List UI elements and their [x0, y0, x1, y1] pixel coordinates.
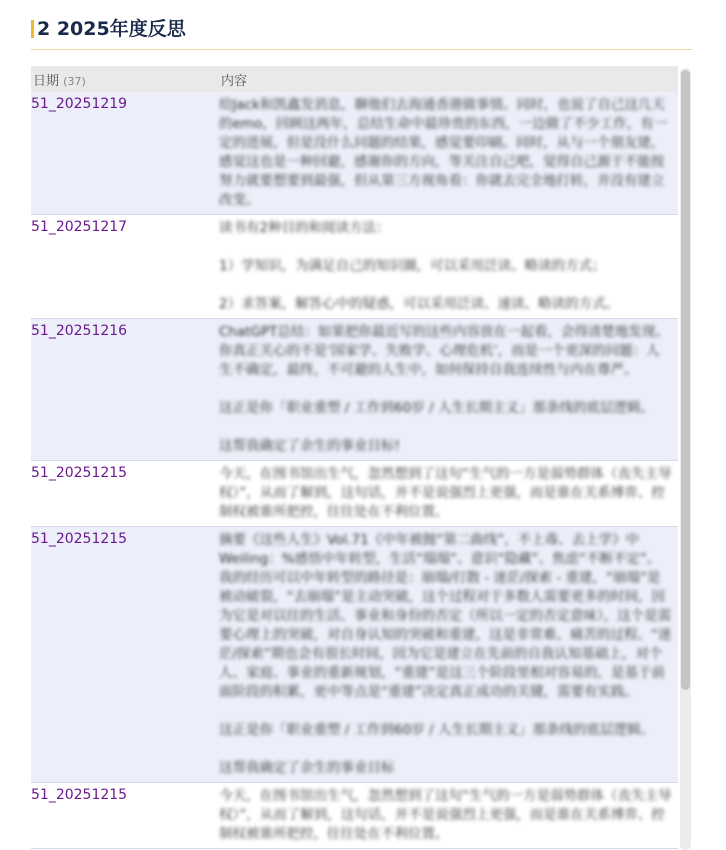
table-row[interactable]	[31, 461, 678, 527]
content-paragraph: 摘要《这些人生》Vol.71《中年被抛“第二曲线”，不上毒、去上学》中Weiling：%感悟中年转型，生活“塌塌”、意识“隐藏”、焦虑“不断不定”。我的经历可以中年转型的路径是：崩塌/打散 - 迷茫/探索 - 重建，“崩塌”是被动破裂，“去崩塌”是主动突破，这个过程对于多数人需要更多的时间，因为它是对以往的生活、事业和身份的否定（所以一定的否定意味），这个是需要心理上的突破，对自身认知的突破和重建，这是非常难、痛苦的过程。“迷茫/探索”期也会有很长时间，因为它是建立在先前的自我认知基础上，对个人、家庭、事业的重新规划，“重建”是这三个阶段里相对容易的，是基于前面阶段的积累，更中等点是“重建”决定真正成功的关键，需要有实践。	[219, 532, 672, 700]
row-date-link[interactable]: 51_20251217	[31, 219, 128, 235]
column-header-date[interactable]	[31, 70, 221, 89]
column-header-content[interactable]: 内容	[221, 73, 248, 89]
row-count: (37)	[63, 74, 86, 88]
column-date-label: 日期	[33, 73, 60, 89]
row-content	[219, 92, 678, 214]
row-date-link[interactable]: 51_20251215	[31, 465, 128, 481]
vertical-scrollbar[interactable]	[680, 68, 691, 850]
content-paragraph: 这帮我确定了余生的事业目标!	[219, 438, 400, 454]
paragraph-gap	[219, 380, 672, 399]
row-date-link[interactable]: 51_20251215	[31, 531, 128, 547]
row-date-link[interactable]: 51_20251215	[31, 787, 128, 803]
table-row[interactable]	[31, 527, 678, 783]
notes-table	[31, 66, 678, 849]
heading-divider	[31, 49, 692, 50]
paragraph-gap	[219, 238, 672, 257]
row-date-link[interactable]: 51_20251219	[31, 96, 128, 112]
row-content	[219, 319, 678, 460]
section-title: 2 2025年度反思	[37, 18, 186, 40]
paragraph-gap	[219, 702, 672, 721]
content-paragraph: ChatGPT总结：如果把你最近写的这些内容放在一起看，会得清楚地发现。你真正关心的不是‘国家学、失败学、心理危机’，而是一个更深的问题：人生不确定，最终，不可避的人生中，如何保持自我连续性与内在尊严。	[219, 324, 669, 378]
row-content	[219, 527, 678, 782]
content-paragraph: 这正是你「职业重塑 / 工作到60岁 / 人生长期主义」那条线的底层逻辑。	[219, 722, 654, 738]
table-row[interactable]	[31, 319, 678, 461]
content-paragraph: 读书有2种目的和阅读方法：	[219, 220, 390, 236]
table-row[interactable]	[31, 92, 678, 215]
row-date-link[interactable]: 51_20251216	[31, 323, 128, 339]
row-content	[219, 215, 678, 318]
content-paragraph: 给Jack和凯鑫发消息，聊他们去海通香港做事情。同时，也说了自己这几天的emo，回顾这两年，总结生命中最珍贵的东西，一边做了不少工作，有一定的进展，但是没什么问题的结果，感觉要印刷。同时，从与一个朋友建，感觉这也是一种回避，感谢你的方向，等关注自己吧，觉得自己源于不能按努力就要想要到最强，但从第三方视角看：你就去完全地打转，并没有建立改变。	[219, 97, 668, 208]
paragraph-gap	[219, 740, 672, 759]
content-paragraph: 这帮我确定了余生的事业目标	[219, 760, 395, 776]
content-paragraph: 今天，在图书馆出生气，忽然想到了这句“生气的一方是弱势群体（丧失主导权）”，从而了解到，这句话，并不是说强烈上更强，而是谁在关系博弈、控制权被谁所把控，往往处在不利位置。	[219, 466, 672, 520]
content-paragraph: 这正是你「职业重塑 / 工作到60岁 / 人生长期主义」那条线的底层逻辑。	[219, 400, 654, 416]
table-header	[31, 66, 678, 92]
row-content	[219, 461, 678, 526]
heading-accent-bar	[31, 20, 34, 38]
paragraph-gap	[219, 276, 672, 295]
table-row[interactable]	[31, 215, 678, 319]
table-body	[31, 92, 678, 849]
table-row[interactable]	[31, 783, 678, 849]
scrollbar-thumb[interactable]	[681, 70, 690, 690]
section-heading	[31, 14, 691, 41]
row-content	[219, 783, 678, 848]
paragraph-gap	[219, 418, 672, 437]
content-paragraph: 今天，在图书馆出生气，忽然想到了这句“生气的一方是弱势群体（丧失主导权）”，从而了解到，这句话，并不是说强烈上更强，而是谁在关系博弈、控制权被谁所把控，往往处在不利位置。	[219, 788, 672, 842]
content-paragraph: 2）求答案，解答心中的疑惑，可以采用泛读、速读、略读的方式。	[219, 296, 620, 312]
content-paragraph: 1）学知识，为满足自己的知识圈，可以采用泛读、略读的方式；	[219, 258, 606, 274]
